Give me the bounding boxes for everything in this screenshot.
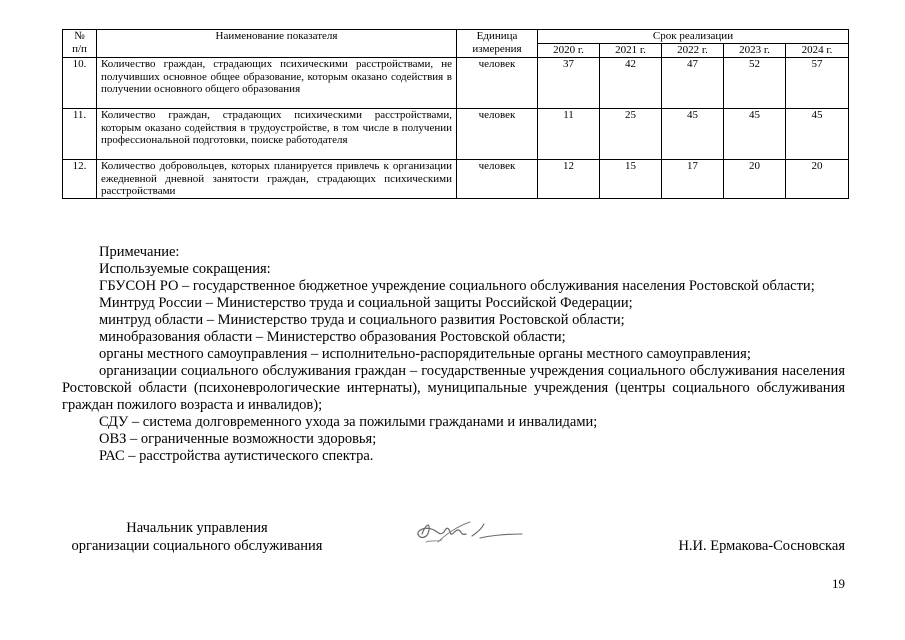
row-number: 12. [63, 160, 97, 199]
row-name: Количество граждан, страдающих психическими расстройствами, не получивших основное общее образование, которым оказано содействия в получении основного общего образования [97, 58, 457, 109]
header-number [63, 30, 97, 58]
row-value: 15 [600, 160, 662, 199]
row-number: 11. [63, 109, 97, 160]
header-year: 2023 г. [724, 44, 786, 58]
header-year: 2020 г. [538, 44, 600, 58]
note-item: РАС – расстройства аутистического спектра. [99, 448, 374, 464]
row-value: 25 [600, 109, 662, 160]
header-term: Срок реализации [538, 30, 849, 44]
row-number: 10. [63, 58, 97, 109]
row-value: 12 [538, 160, 600, 199]
note-title: Примечание: [99, 244, 180, 260]
indicators-table [62, 29, 849, 199]
table-header-row [63, 30, 849, 44]
row-name: Количество граждан, страдающих психическими расстройствами, которым оказано содействия в трудоустройстве, в том числе в получении профессиональной подготовки, поиске работодателя [97, 109, 457, 160]
header-name: Наименование показателя [97, 30, 457, 58]
note-item: ОВЗ – ограниченные возможности здоровья; [99, 431, 377, 447]
note-item: организации социального обслуживания граждан – государственные учреждения социального обслуживания населения Ростовской области (психоневрологические интернаты), муниципальные учреждения (центры социального обслуживания граждан пожилого возраста и инвалидов); [62, 363, 845, 413]
note-item: ГБУСОН РО – государственное бюджетное учреждение социального обслуживания населения Ростовской области; [99, 278, 815, 294]
position-line: Начальник управления [126, 520, 268, 536]
row-value: 20 [724, 160, 786, 199]
row-value: 17 [662, 160, 724, 199]
notes-section [62, 244, 845, 465]
row-value: 45 [724, 109, 786, 160]
row-value: 20 [786, 160, 849, 199]
row-value: 45 [662, 109, 724, 160]
row-unit: человек [457, 58, 538, 109]
row-unit: человек [457, 160, 538, 199]
handwritten-signature-icon [408, 512, 528, 552]
row-name: Количество добровольцев, которых планируется привлечь к организации ежедневной дневной занятости граждан, страдающих психическими расстройствами [97, 160, 457, 199]
header-unit-bottom: измерения [472, 42, 522, 55]
row-value: 11 [538, 109, 600, 160]
row-value: 37 [538, 58, 600, 109]
header-year: 2022 г. [662, 44, 724, 58]
header-number-top: № [74, 30, 85, 42]
row-unit: человек [457, 109, 538, 160]
header-number-bottom: п/п [72, 42, 87, 55]
table-row [63, 109, 849, 160]
header-unit-top: Единица [476, 30, 518, 42]
header-unit [457, 30, 538, 58]
signatory-position [62, 519, 332, 555]
note-item: Минтруд России – Министерство труда и социальной защиты Российской Федерации; [99, 295, 633, 311]
table-row [63, 58, 849, 109]
note-item: СДУ – система долговременного ухода за пожилыми гражданами и инвалидами; [99, 414, 598, 430]
signatory-name: Н.И. Ермакова-Сосновская [678, 538, 845, 554]
note-subtitle: Используемые сокращения: [99, 261, 271, 277]
row-value: 47 [662, 58, 724, 109]
table-row [63, 160, 849, 199]
note-item: органы местного самоуправления – исполнительно-распорядительные органы местного самоуправления; [99, 346, 751, 362]
row-value: 57 [786, 58, 849, 109]
position-line: организации социального обслуживания [71, 538, 323, 554]
page-number: 19 [832, 576, 845, 591]
row-value: 52 [724, 58, 786, 109]
note-item: минобразования области – Министерство образования Ростовской области; [99, 329, 566, 345]
row-value: 42 [600, 58, 662, 109]
header-year: 2024 г. [786, 44, 849, 58]
header-year: 2021 г. [600, 44, 662, 58]
note-item: минтруд области – Министерство труда и социального развития Ростовской области; [99, 312, 625, 328]
row-value: 45 [786, 109, 849, 160]
